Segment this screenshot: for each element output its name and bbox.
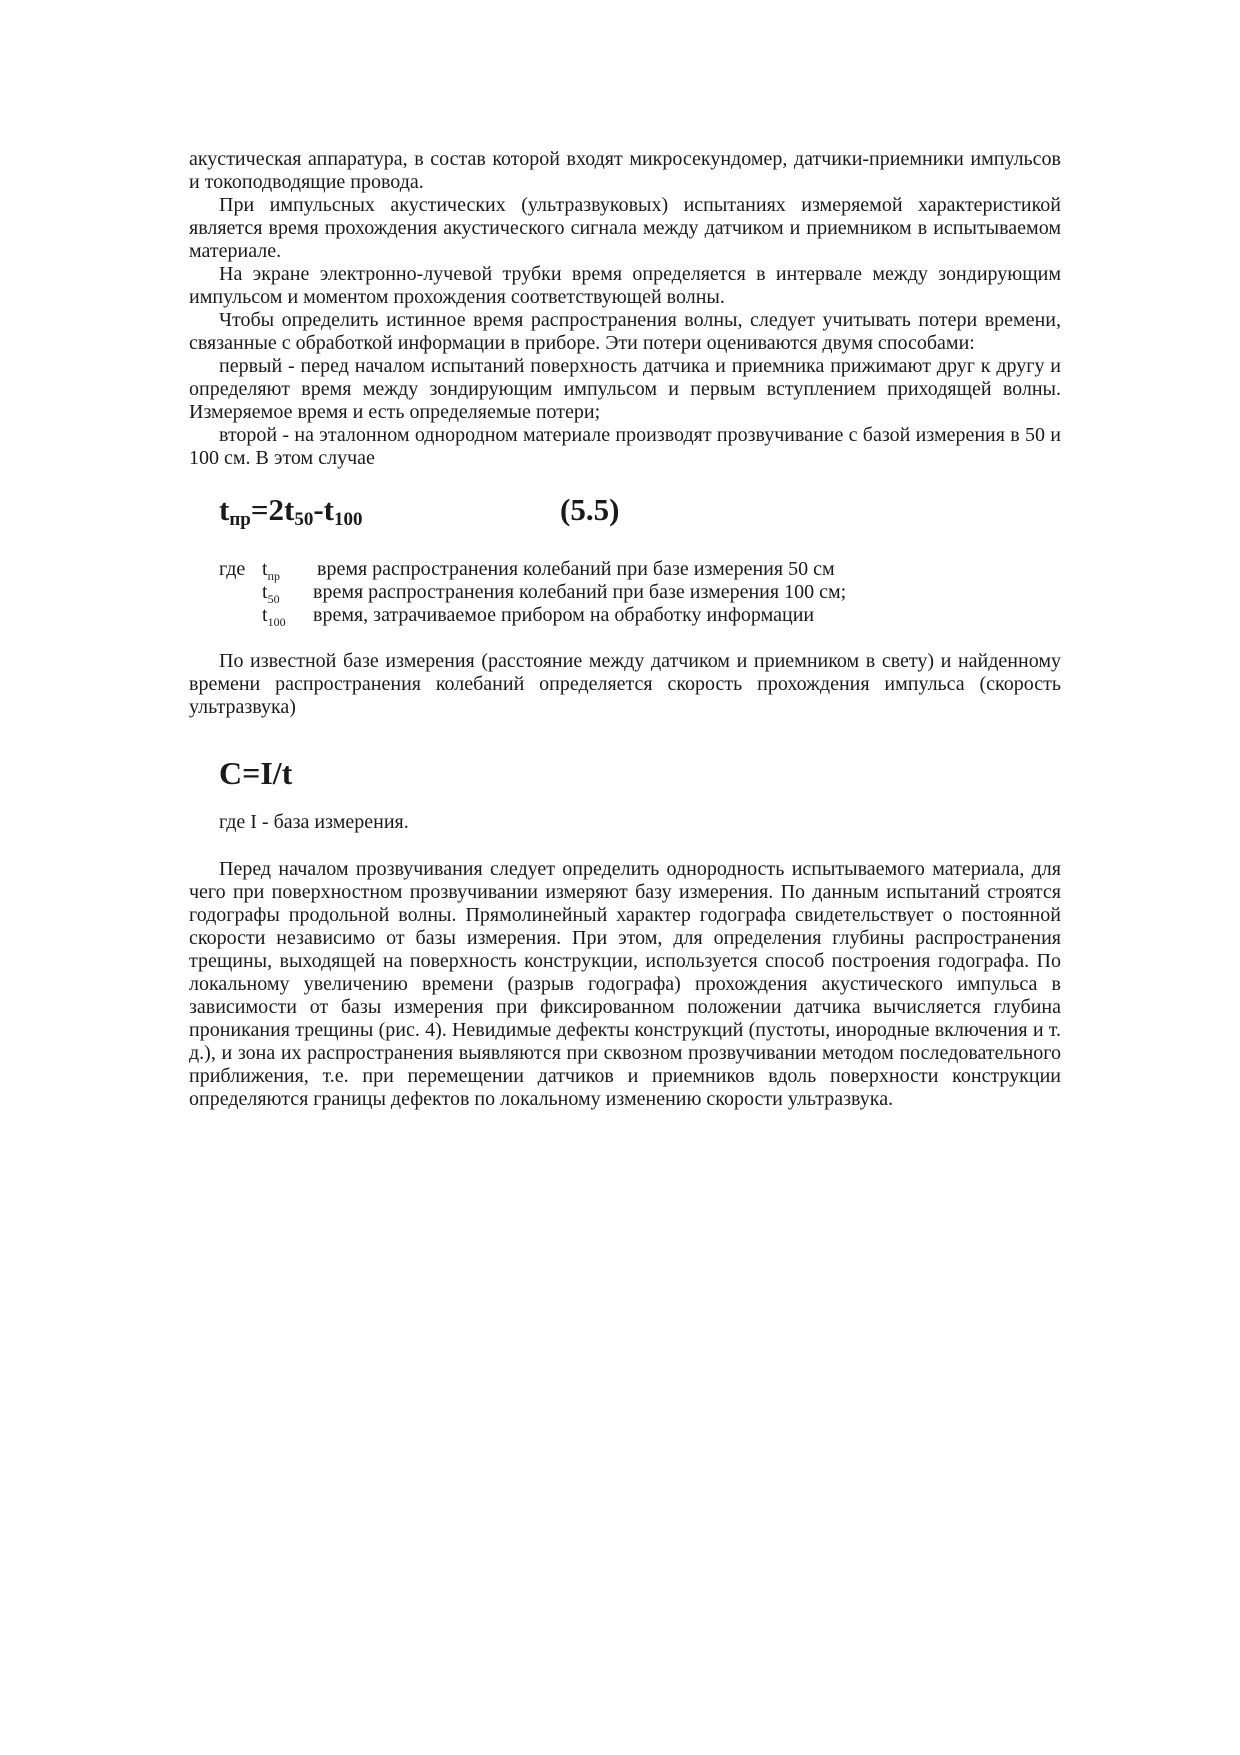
paragraph-6: второй - на эталонном однородном материале производят прозвучивание с базой измерения в 50 и 100 см. В этом случае bbox=[189, 424, 1061, 469]
legend-desc-1: время распространения колебаний при базе измерения 50 см bbox=[317, 558, 835, 580]
formula-legend bbox=[189, 558, 1061, 628]
legend-symbol-1: $t_{пр}$ bbox=[262, 558, 280, 583]
paragraph-4: Чтобы определить истинное время распространения волны, следует учитывать потери времени, связанные с обработкой информации в приборе. Эти потери оцениваются двумя способами: bbox=[189, 309, 1061, 354]
document-page bbox=[189, 148, 1061, 1111]
formula-expression: $t_{пр}=2t_{50}-t_{100}$ bbox=[219, 492, 363, 530]
legend-desc-3: время, затрачиваемое прибором на обработку информации bbox=[313, 604, 815, 626]
paragraph-2: При импульсных акустических (ультразвуковых) испытаниях измеряемой характеристикой является время прохождения акустического сигнала между датчиком и приемником в испытываемом материале. bbox=[189, 194, 1061, 262]
paragraph-1: акустическая аппаратура, в состав которой входят микросекундомер, датчики-приемники импульсов и токоподводящие провода. bbox=[189, 148, 1061, 193]
legend-where: где bbox=[219, 558, 246, 580]
formula-number: (5.5) bbox=[560, 492, 620, 527]
paragraph-8: Перед началом прозвучивания следует определить однородность испытываемого материала, для чего при поверхностном прозвучивании измеряют базу измерения. По данным испытаний строятся годографы продольной волны. Прямолинейный характер годографа свидетельствует о постоянной скорости независимо от базы измерения. При этом, для определения глубины распространения трещины, выходящей на поверхность конструкции, используется способ построения годографа. По локальному увеличению времени (разрыв годографа) прохождения акустического импульса в зависимости от базы измерения при фиксированном положении датчика вычисляется глубина проникания трещины (рис. 4). Невидимые дефекты конструкций (пустоты, инородные включения и т. д.), и зона их распространения выявляются при сквозном прозвучивании методом последовательного приближения, т.е. при перемещении датчиков и приемников вдоль поверхности конструкции определяются границы дефектов по локальному изменению скорости ультразвука. bbox=[189, 858, 1061, 1110]
legend-symbol-2: $t_{50}$ bbox=[262, 581, 280, 606]
paragraph-7: По известной базе измерения (расстояние между датчиком и приемником в свету) и найденному времени распространения колебаний определяется скорость прохождения импульса (скорость ультразвука) bbox=[189, 650, 1061, 718]
formula-velocity: C=I/t bbox=[219, 755, 293, 791]
legend-desc-2: время распространения колебаний при базе измерения 100 см; bbox=[313, 581, 847, 603]
formula-5-5 bbox=[189, 492, 1061, 540]
formula-velocity-where: где I - база измерения. bbox=[219, 811, 409, 833]
paragraph-3: На экране электронно-лучевой трубки время определяется в интервале между зондирующим импульсом и моментом прохождения соответствующей волны. bbox=[189, 263, 1061, 308]
legend-symbol-3: $t_{100}$ bbox=[262, 604, 286, 629]
paragraph-5: первый - перед началом испытаний поверхность датчика и приемника прижимают друг к другу и определяют время между зондирующим импульсом и первым вступлением приходящей волны. Измеряемое время и есть определяемые потери; bbox=[189, 355, 1061, 423]
